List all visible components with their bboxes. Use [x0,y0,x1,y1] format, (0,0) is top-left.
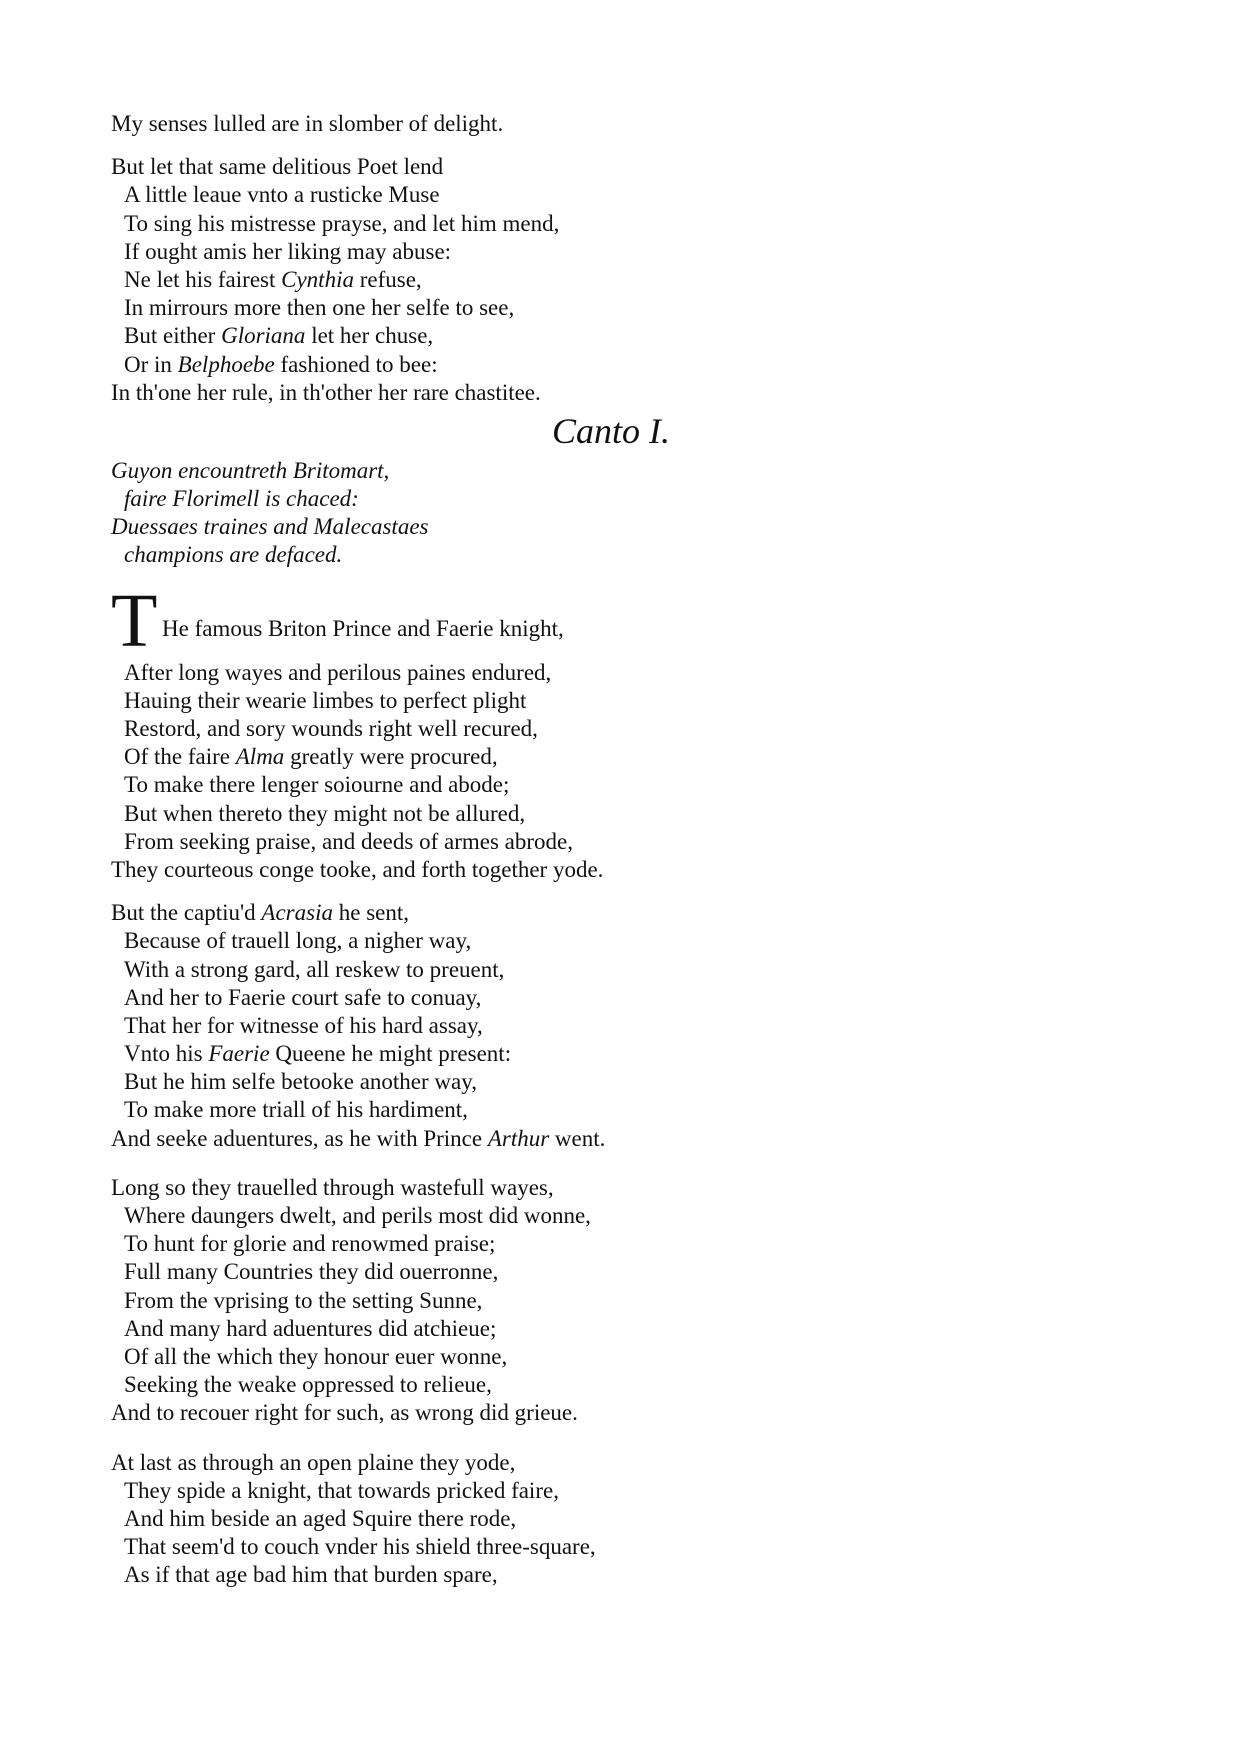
stanza-4 [111,1449,1111,1590]
argument-line: faire Florimell is chaced: [124,486,359,512]
verse-text: But when thereto they might not be allured, [124,800,526,826]
verse-line [111,238,1111,266]
verse-line [111,1343,1111,1371]
verse-text: Seeking the weake oppressed to relieue, [124,1372,492,1398]
verse-text: To make more triall of his hardiment, [124,1097,468,1123]
italic-name: Cynthia [281,266,354,292]
italic-name: Faerie [208,1041,270,1067]
argument-line: Duessaes traines and Malecastaes [111,514,429,540]
verse-line [111,1202,1111,1230]
stanza-2 [111,899,1111,1153]
verse-text: To make there lenger soiourne and abode; [124,772,510,798]
verse-text: As if that age bad him that burden spare, [124,1562,498,1588]
fragment-line: My senses lulled are in slomber of delight. [111,111,504,136]
verse-line [111,1125,1111,1153]
verse-text: Where daungers dwelt, and perils most did wonne, [124,1203,591,1228]
verse-line [111,828,1111,856]
verse-line [111,1477,1111,1505]
argument-line: champions are defaced. [124,542,343,568]
verse-line [111,379,1111,407]
verse-text: Of all the which they honour euer wonne, [124,1343,508,1369]
first-line [111,578,1111,663]
verse-line [111,687,1111,715]
drop-cap: T [111,578,158,663]
verse-line [111,856,1111,884]
argument-line: Guyon encountreth Britomart, [111,457,390,483]
verse-line [111,984,1111,1012]
verse-text: After long wayes and perilous paines endured, [124,659,552,685]
verse-text: went. [549,1125,606,1151]
verse-text: With a strong gard, all reskew to preuent, [124,956,505,982]
italic-name: Acrasia [261,900,333,926]
verse-line [111,1371,1111,1399]
verse-line [111,1012,1111,1040]
verse-text: Vnto his [124,1041,209,1067]
verse-line [111,743,1111,771]
verse-text: And him beside an aged Squire there rode, [124,1505,517,1531]
verse-text: let her chuse, [305,323,434,349]
verse-text: And to recouer right for such, as wrong did grieue. [111,1400,578,1426]
verse-line [111,927,1111,955]
verse-text: Or in [124,351,178,377]
verse-line [111,1068,1111,1096]
verse-line [111,800,1111,828]
verse-text: Restord, and sory wounds right well recured, [124,716,538,741]
verse-text: But let that same delitious Poet lend [111,154,444,180]
verse-text: In mirrours more then one her selfe to see, [124,295,515,321]
italic-name: Belphoebe [177,351,275,377]
verse-line [111,1561,1111,1589]
verse-line [111,153,1111,181]
verse-text: greatly were procured, [284,744,498,770]
verse-text: They spide a knight, that towards pricked faire, [124,1477,559,1503]
verse-line [111,1230,1111,1258]
verse-text: To sing his mistresse prayse, and let him mend, [124,210,560,236]
verse-text: From seeking praise, and deeds of armes abrode, [124,828,573,854]
verse-text: That her for witnesse of his hard assay, [124,1012,483,1038]
verse-line [111,266,1111,294]
poem-page [111,110,1111,1589]
verse-text: But the captiu'd [111,900,262,926]
verse-text: In th'one her rule, in th'other her rare chastitee. [111,379,541,405]
verse-text: From the vprising to the setting Sunne, [124,1287,483,1313]
verse-line [111,1096,1111,1124]
italic-name: Gloriana [221,323,306,349]
verse-text: Long so they trauelled through wastefull wayes, [111,1174,554,1200]
verse-text: And seeke aduentures, as he with Prince [111,1125,488,1151]
verse-line [111,351,1111,379]
canto-title [111,407,1111,457]
verse-line [111,181,1111,209]
verse-line [111,1505,1111,1533]
verse-text: refuse, [353,266,422,292]
verse-line [111,899,1111,927]
verse-text: Of the faire [124,744,236,770]
verse-text: But he him selfe betooke another way, [124,1069,477,1095]
verse-text: They courteous conge tooke, and forth together yode. [111,856,604,882]
canto-title-text: Canto I. [551,410,670,451]
verse-text: he sent, [332,900,409,926]
verse-line [111,1174,1111,1202]
stanza-3 [111,1174,1111,1428]
verse-text: Hauing their wearie limbes to perfect plight [124,687,527,713]
verse-text: Because of trauell long, a nigher way, [124,928,472,954]
verse-text: fashioned to bee: [274,351,438,377]
verse-text: And her to Faerie court safe to conuay, [124,984,482,1010]
proem-stanza [111,153,1111,407]
italic-name: Arthur [487,1125,550,1151]
verse-text: That seem'd to couch vnder his shield three-square, [124,1534,596,1560]
verse-line [111,1315,1111,1343]
stanza-1 [111,659,1111,885]
verse-line [111,771,1111,799]
verse-text: Full many Countries they did ouerronne, [124,1259,499,1285]
verse-text: If ought amis her liking may abuse: [124,238,452,264]
verse-text: To hunt for glorie and renowmed praise; [124,1231,496,1257]
verse-line [111,1258,1111,1286]
verse-text: A little leaue vnto a rusticke Muse [124,182,440,208]
verse-line [111,1399,1111,1427]
verse-line [111,1533,1111,1561]
verse-text: And many hard aduentures did atchieue; [124,1315,497,1341]
verse-line [111,1040,1111,1068]
first-line-text: He famous Briton Prince and Faerie knight, [162,615,564,641]
verse-line [111,715,1111,743]
italic-name: Alma [235,744,285,770]
verse-line [111,956,1111,984]
verse-text: At last as through an open plaine they yode, [111,1449,516,1475]
verse-text: But either [124,323,222,349]
verse-line [111,1449,1111,1477]
verse-text: Ne let his fairest [124,266,282,292]
canto-argument [111,457,1111,570]
verse-line [111,322,1111,350]
verse-line [111,210,1111,238]
verse-line [111,1287,1111,1315]
verse-line [111,659,1111,687]
verse-text: Queene he might present: [269,1041,512,1067]
verse-line [111,294,1111,322]
